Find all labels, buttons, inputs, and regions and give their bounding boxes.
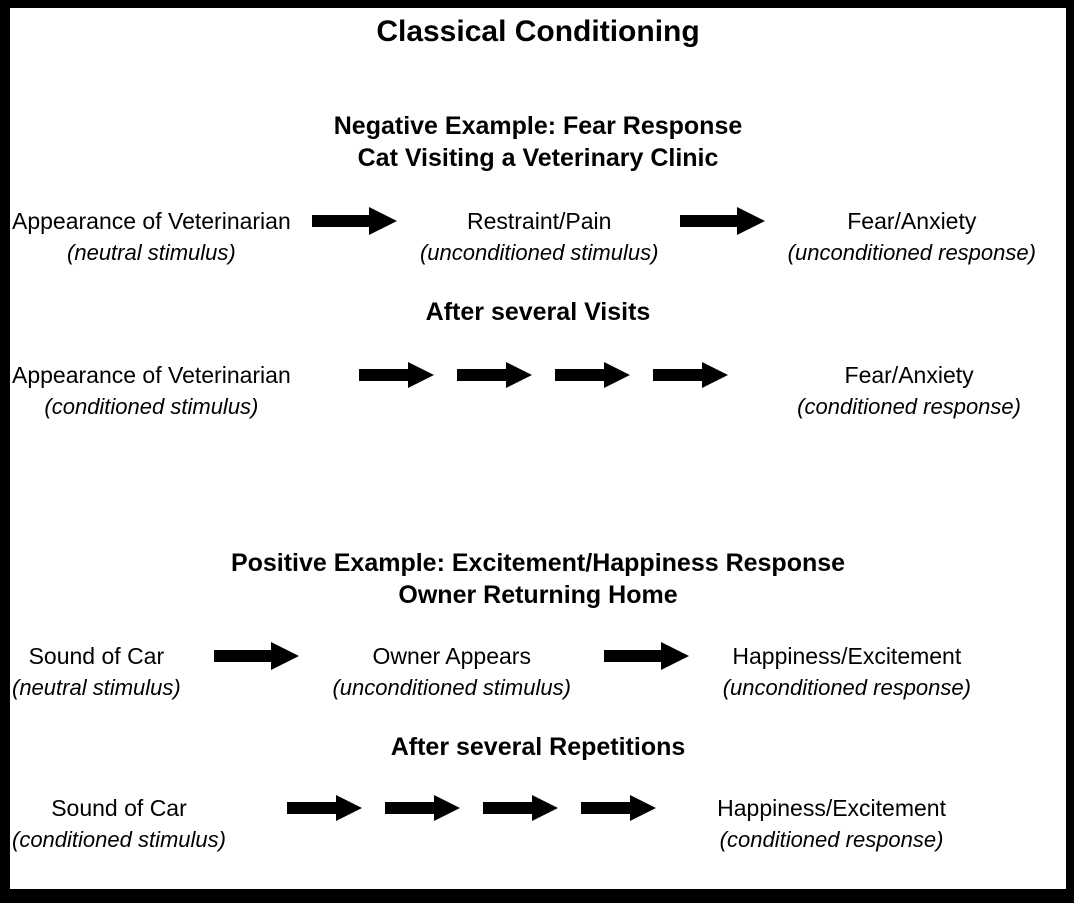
step-unconditioned-response	[723, 641, 971, 703]
section-negative-example	[10, 110, 1066, 422]
section-heading	[10, 547, 1066, 611]
step-term: Restraint/Pain	[466, 208, 612, 234]
arrow-chain	[287, 793, 657, 823]
arrow-right-icon	[653, 361, 729, 389]
step-unconditioned-stimulus	[420, 206, 658, 268]
conditioned-flow	[10, 360, 1066, 422]
step-term: Happiness/Excitement	[732, 643, 962, 669]
arrow-right-icon	[312, 206, 398, 236]
arrow-right-icon	[604, 641, 690, 671]
conditioned-flow	[10, 793, 1066, 855]
step-unconditioned-response	[788, 206, 1036, 268]
section-heading-line1: Negative Example: Fear Response	[333, 112, 743, 140]
section-heading-line1: Positive Example: Excitement/Happiness Response	[230, 549, 846, 577]
step-term: Fear/Anxiety	[847, 208, 977, 234]
arrow-right-icon	[483, 794, 559, 822]
step-role-label: (conditioned stimulus)	[12, 827, 226, 852]
step-term: Sound of Car	[51, 795, 187, 821]
step-term: Owner Appears	[372, 643, 531, 669]
step-conditioned-response	[797, 360, 1021, 422]
step-role-label: (unconditioned response)	[722, 675, 971, 700]
step-term: Sound of Car	[28, 643, 165, 669]
step-role-label: (conditioned response)	[797, 394, 1021, 419]
arrow-right-icon	[287, 794, 363, 822]
arrow-right-icon	[214, 641, 300, 671]
acquisition-flow	[10, 206, 1066, 268]
step-role-label: (neutral stimulus)	[67, 240, 236, 265]
section-heading-line2: Cat Visiting a Veterinary Clinic	[357, 144, 719, 172]
step-conditioned-stimulus	[12, 793, 226, 855]
step-neutral-stimulus	[12, 206, 291, 268]
step-term: Fear/Anxiety	[844, 362, 974, 388]
section-positive-example	[10, 547, 1066, 855]
step-role-label: (unconditioned stimulus)	[419, 240, 659, 265]
step-role-label: (conditioned stimulus)	[44, 394, 259, 419]
section-heading	[10, 110, 1066, 174]
step-conditioned-stimulus	[12, 360, 291, 422]
after-label: After several Visits	[425, 298, 651, 326]
step-role-label: (unconditioned response)	[787, 240, 1036, 265]
step-term: Appearance of Veterinarian	[12, 208, 291, 234]
step-term: Happiness/Excitement	[717, 795, 946, 821]
arrow-right-icon	[555, 361, 631, 389]
step-unconditioned-stimulus	[332, 641, 570, 703]
arrow-right-icon	[385, 794, 461, 822]
arrow-chain	[359, 360, 729, 390]
arrow-right-icon	[680, 206, 766, 236]
step-neutral-stimulus	[12, 641, 181, 703]
step-term: Appearance of Veterinarian	[12, 362, 291, 388]
step-role-label: (neutral stimulus)	[12, 675, 181, 700]
acquisition-flow	[10, 641, 1066, 703]
section-heading-line2: Owner Returning Home	[398, 581, 678, 609]
diagram-title: Classical Conditioning	[376, 15, 700, 48]
after-label: After several Repetitions	[390, 733, 686, 761]
arrow-right-icon	[359, 361, 435, 389]
step-conditioned-response	[717, 793, 946, 855]
step-role-label: (conditioned response)	[719, 827, 944, 852]
arrow-right-icon	[581, 794, 657, 822]
step-role-label: (unconditioned stimulus)	[332, 675, 571, 700]
arrow-right-icon	[457, 361, 533, 389]
